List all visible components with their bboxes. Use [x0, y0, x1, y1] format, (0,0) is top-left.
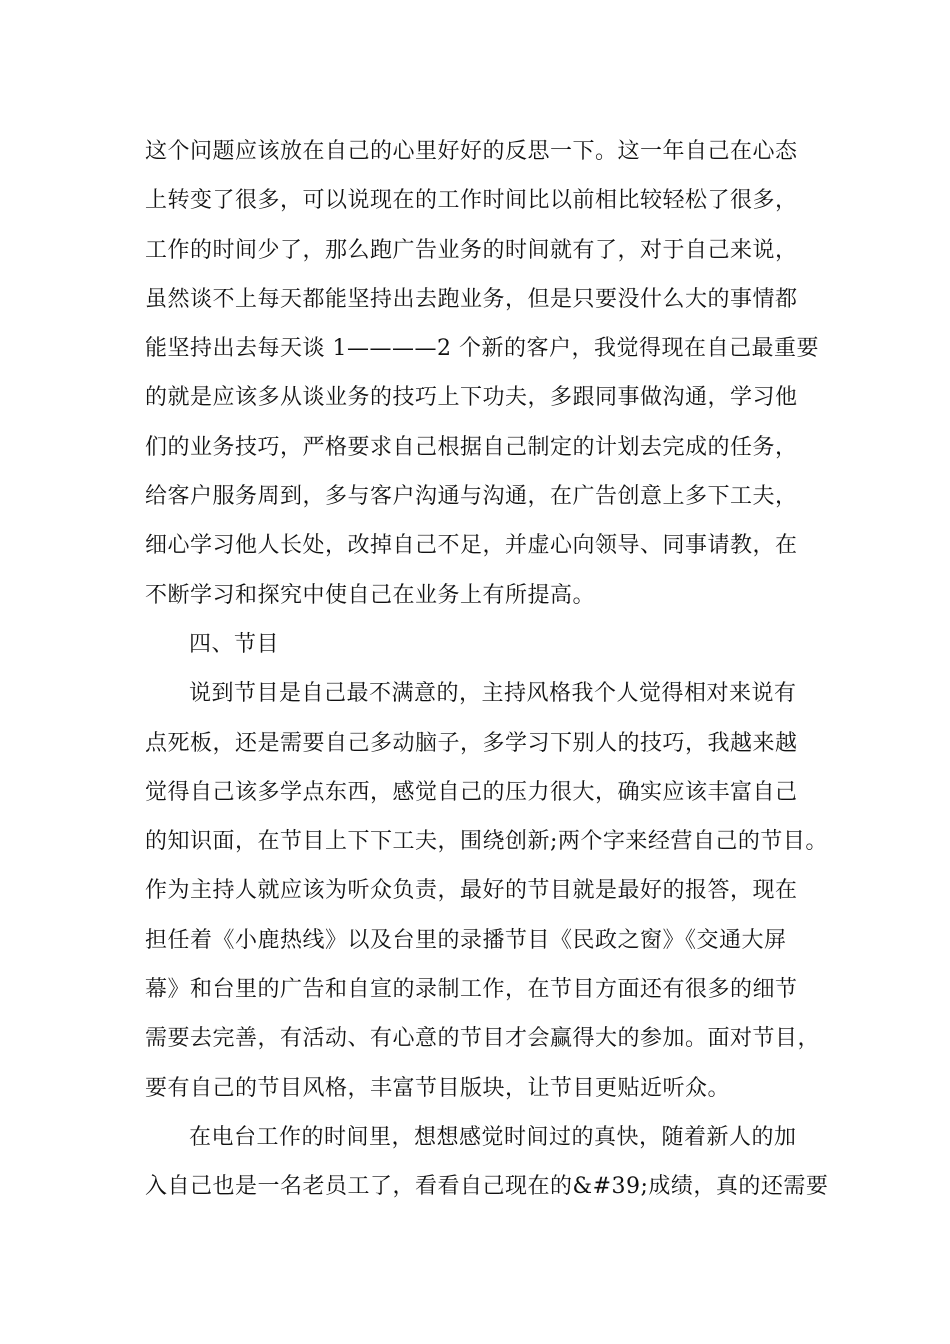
text-line: 幕》和台里的广告和自宣的录制工作，在节目方面还有很多的细节 [145, 977, 798, 1003]
text-line: 说到节目是自己最不满意的，主持风格我个人觉得相对来说有 [189, 681, 797, 707]
body-text [145, 127, 829, 1212]
text-line: 在电台工作的时间里，想想感觉时间过的真快，随着新人的加 [189, 1124, 797, 1150]
text-line: 能坚持出去每天谈 1————2 个新的客户，我觉得现在自己最重要 [145, 336, 819, 362]
text-line: 觉得自己该多学点东西，感觉自己的压力很大，确实应该丰富自己 [145, 779, 798, 805]
text-line: 需要去完善，有活动、有心意的节目才会赢得大的参加。面对节目， [145, 1026, 821, 1052]
text-line: 给客户服务周到，多与客户沟通与沟通，在广告创意上多下工夫， [145, 484, 798, 510]
text-line: 要有自己的节目风格，丰富节目版块，让节目更贴近听众。 [145, 1075, 731, 1101]
text-line: 们的业务技巧，严格要求自己根据自己制定的计划去完成的任务， [145, 434, 798, 460]
text-line: 担任着《小鹿热线》以及台里的录播节目《民政之窗》《交通大屏 [145, 927, 787, 953]
text-line: 的就是应该多从谈业务的技巧上下功夫，多跟同事做沟通，学习他 [145, 385, 798, 411]
text-line: 点死板，还是需要自己多动脑子，多学习下别人的技巧，我越来越 [145, 730, 798, 756]
text-line: 入自己也是一名老员工了，看看自己现在的&#39;成绩，真的还需要 [145, 1174, 829, 1200]
text-line: 上转变了很多，可以说现在的工作时间比以前相比较轻松了很多， [145, 188, 798, 214]
text-line: 作为主持人就应该为听众负责，最好的节目就是最好的报答，现在 [145, 878, 798, 904]
text-line: 细心学习他人长处，改掉自己不足，并虚心向领导、同事请教，在 [145, 533, 798, 559]
text-line: 工作的时间少了，那么跑广告业务的时间就有了，对于自己来说， [145, 237, 798, 263]
text-line: 的知识面，在节目上下下工夫，围绕创新;两个字来经营自己的节目。 [145, 829, 828, 855]
text-line: 虽然谈不上每天都能坚持出去跑业务，但是只要没什么大的事情都 [145, 286, 798, 312]
text-line: 不断学习和探究中使自己在业务上有所提高。 [145, 582, 596, 608]
text-line: 四、节目 [189, 631, 280, 657]
text-line: 这个问题应该放在自己的心里好好的反思一下。这一年自己在心态 [145, 139, 798, 164]
